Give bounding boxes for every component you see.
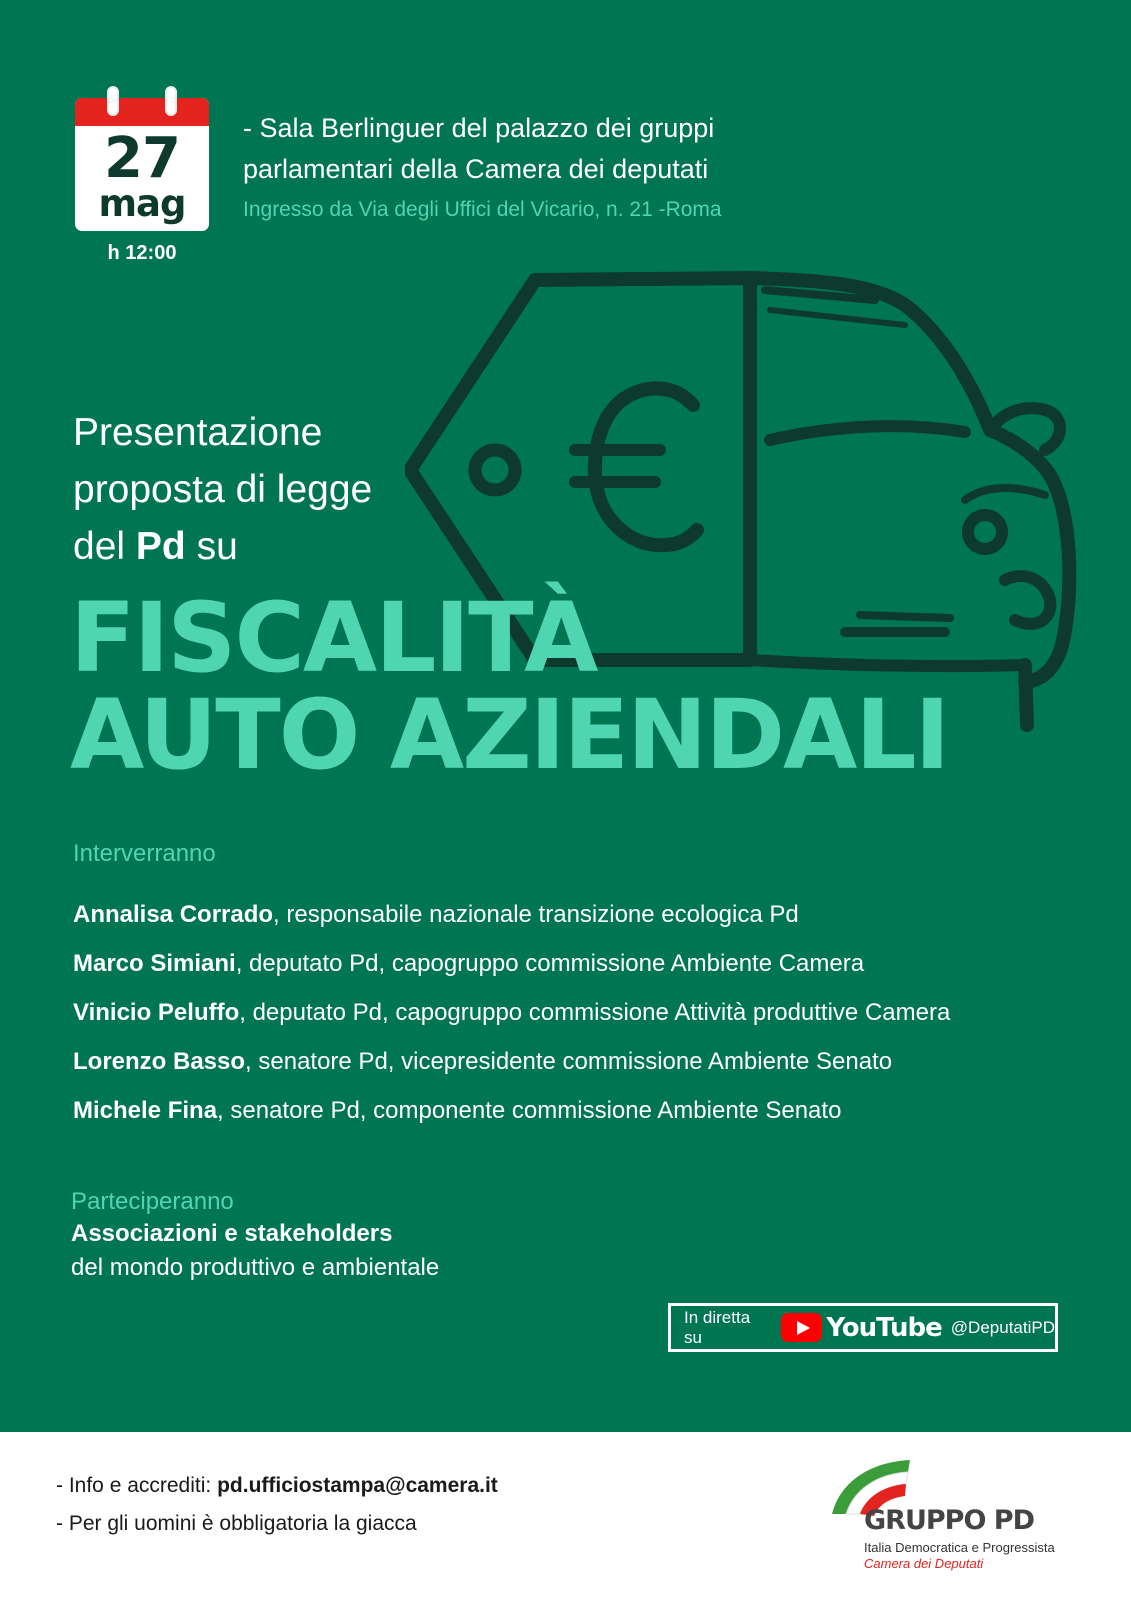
intro-line-2: proposta di legge: [73, 468, 373, 511]
speaker-name: Vinicio Peluffo: [73, 999, 240, 1026]
calendar-icon: [75, 98, 209, 231]
youtube-play-icon: [781, 1313, 822, 1342]
headline-line-2: AUTO AZIENDALI: [70, 679, 949, 791]
venue: [243, 108, 863, 190]
euro-icon: [575, 388, 697, 545]
speaker-role: , deputato Pd, capogruppo commissione Attività produttive Camera: [239, 999, 951, 1026]
youtube-wordmark: YouTube: [826, 1312, 942, 1343]
info-email[interactable]: pd.ufficiostampa@camera.it: [217, 1474, 498, 1497]
calendar-header: [75, 98, 209, 126]
speaker-role: , deputato Pd, capogruppo commissione Ambiente Camera: [235, 950, 865, 977]
info-line: [56, 1474, 498, 1498]
info-prefix: - Info e accrediti:: [56, 1474, 218, 1497]
venue-line-1: - Sala Berlinguer del palazzo dei gruppi: [243, 113, 715, 143]
speaker-name: Lorenzo Basso: [73, 1048, 246, 1075]
participants-title: Associazioni e stakeholders: [71, 1220, 393, 1247]
logo-chamber: Camera dei Deputati: [864, 1556, 984, 1571]
intro-line-3-prefix: del: [73, 525, 136, 568]
speaker-item: [73, 898, 1093, 947]
calendar-ring: [107, 86, 119, 116]
speakers-label: Interverranno: [73, 840, 216, 867]
headline: [70, 582, 1120, 791]
speakers-list: [73, 898, 1093, 1143]
speaker-role: , senatore Pd, vicepresidente commissione Ambiente Senato: [245, 1048, 893, 1075]
participants-label: Parteciperanno: [71, 1188, 234, 1215]
intro-line-1: Presentazione: [73, 411, 323, 454]
speaker-item: [73, 947, 1093, 996]
intro-text: [73, 404, 453, 575]
intro-line-3-suffix: su: [185, 525, 238, 568]
logo-title: GRUPPO PD: [864, 1505, 1035, 1536]
party-name: Pd: [135, 525, 186, 568]
logo-subtitle: Italia Democratica e Progressista: [864, 1540, 1055, 1555]
speaker-role: , senatore Pd, componente commissione Ambiente Senato: [217, 1097, 842, 1124]
live-stream-box[interactable]: [668, 1303, 1058, 1352]
speaker-name: Annalisa Corrado: [73, 901, 274, 928]
event-time: h 12:00: [107, 242, 177, 264]
speaker-name: Marco Simiani: [73, 950, 236, 977]
price-tag-hole: [475, 450, 515, 490]
speaker-item: [73, 1045, 1093, 1094]
venue-entrance: Ingresso da Via degli Uffici del Vicario, n. 21 -Roma: [243, 198, 722, 221]
participants-subtitle: del mondo produttivo e ambientale: [71, 1254, 440, 1281]
event-month: mag: [98, 182, 186, 225]
calendar-ring: [165, 86, 177, 116]
event-day: 27: [104, 126, 180, 191]
venue-line-2: parlamentari della Camera dei deputati: [243, 154, 709, 184]
headline-line-1: FISCALITÀ: [70, 582, 597, 694]
intro-line-3: [73, 518, 453, 575]
speaker-item: [73, 996, 1093, 1045]
speaker-item: [73, 1094, 1093, 1143]
dress-code-line: - Per gli uomini è obbligatoria la giacca: [56, 1512, 417, 1535]
youtube-handle[interactable]: @DeputatiPD: [950, 1317, 1055, 1337]
live-label: In diretta su: [684, 1307, 751, 1347]
speaker-name: Michele Fina: [73, 1097, 218, 1124]
speaker-role: , responsabile nazionale transizione ecologica Pd: [273, 901, 799, 928]
